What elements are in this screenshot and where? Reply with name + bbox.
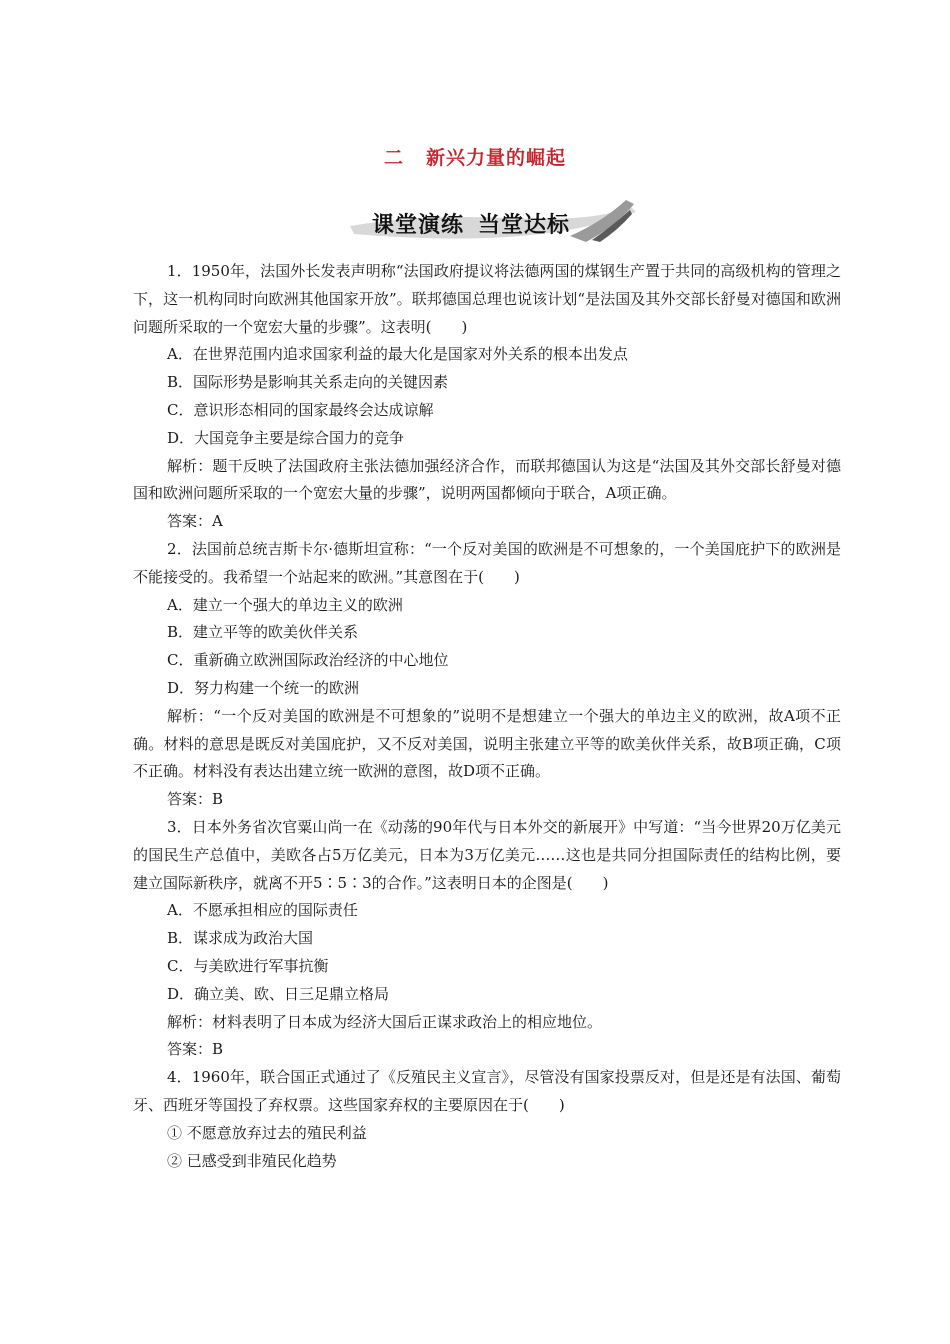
section-title-text: 新兴力量的崛起	[426, 147, 567, 169]
question-stem: 3．日本外务省次官粟山尚一在《动荡的90年代与日本外交的新展开》中写道：“当今世界20万亿美元的国民生产总值中，美欧各占5万亿美元，日本为3万亿美元……这也是共同分担国际责任的结构比例，要建立国际新秩序，就离不开5∶5∶3的合作。”这表明日本的企图是( )	[133, 817, 841, 892]
section-title	[0, 143, 950, 170]
statement-2: ② 已感受到非殖民化趋势	[167, 1151, 337, 1170]
option-a: A．在世界范围内追求国家利益的最大化是国家对外关系的根本出发点	[167, 345, 628, 364]
option-c: C．重新确立欧洲国际政治经济的中心地位	[167, 651, 449, 670]
option-a: A．建立一个强大的单边主义的欧洲	[167, 595, 403, 614]
question-stem: 1．1950年，法国外长发表声明称“法国政府提议将法德两国的煤钢生产置于共同的高级机构的管理之下，这一机构同时向欧洲其他国家开放”。联邦德国总理也说该计划“是法国及其外交部长舒曼对德国和欧洲问题所采取的一个宽宏大量的步骤”。这表明( )	[133, 262, 841, 336]
analysis: 解析：“一个反对美国的欧洲是不可想象的”说明不是想建立一个强大的单边主义的欧洲，故A项不正确。材料的意思是既反对美国庇护，又不反对美国，说明主张建立平等的欧美伙伴关系，故B项正确，C项不正确。材料没有表达出建立统一欧洲的意图，故D项不正确。	[133, 706, 841, 781]
option-b: B．国际形势是影响其关系走向的关键因素	[167, 373, 449, 392]
section-number: 二	[383, 147, 404, 169]
answer: 答案：B	[167, 790, 224, 809]
analysis: 解析：材料表明了日本成为经济大国后正谋求政治上的相应地位。	[167, 1012, 603, 1031]
question-stem: 2．法国前总统吉斯卡尔·德斯坦宣称：“一个反对美国的欧洲是不可想象的，一个美国庇护下的欧洲是不能接受的。我希望一个站起来的欧洲。”其意图在于( )	[133, 539, 841, 586]
option-d: D．大国竞争主要是综合国力的竞争	[167, 428, 405, 447]
banner-text	[372, 208, 570, 239]
banner-part1: 课堂演练	[372, 213, 465, 238]
question-list	[133, 258, 841, 1175]
option-b: B．谋求成为政治大国	[167, 929, 314, 948]
option-b: B．建立平等的欧美伙伴关系	[167, 623, 359, 642]
banner-part2: 当堂达标	[478, 213, 571, 238]
question-stem: 4．1960年，联合国正式通过了《反殖民主义宣言》，尽管没有国家投票反对，但是还是有法国、葡萄牙、西班牙等国投了弃权票。这些国家弃权的主要原因在于( )	[133, 1068, 841, 1114]
option-c: C．与美欧进行军事抗衡	[167, 956, 329, 975]
answer: 答案：A	[167, 512, 223, 531]
option-d: D．确立美、欧、日三足鼎立格局	[167, 984, 390, 1003]
statement-1: ① 不愿意放弃过去的殖民利益	[167, 1123, 367, 1142]
analysis: 解析：题干反映了法国政府主张法德加强经济合作，而联邦德国认为这是“法国及其外交部长舒曼对德国和欧洲问题所采取的一个宽宏大量的步骤”，说明两国都倾向于联合，A项正确。	[133, 456, 841, 503]
option-a: A．不愿承担相应的国际责任	[167, 901, 358, 920]
practice-banner	[340, 196, 640, 246]
option-d: D．努力构建一个统一的欧洲	[167, 678, 360, 697]
answer: 答案：B	[167, 1040, 224, 1059]
option-c: C．意识形态相同的国家最终会达成谅解	[167, 400, 434, 419]
